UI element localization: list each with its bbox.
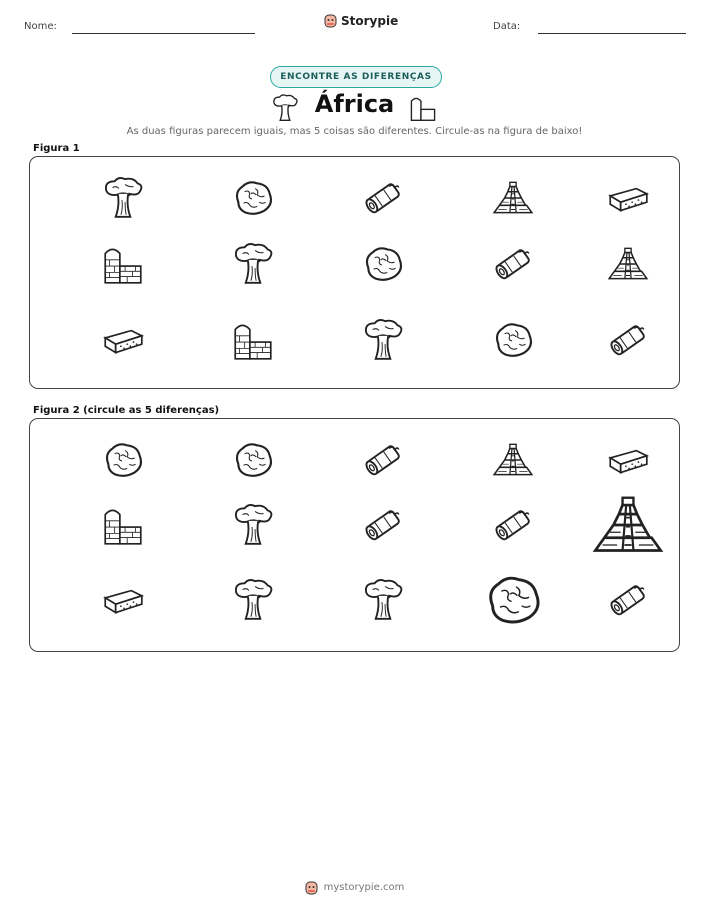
storypie-mascot-icon (305, 880, 318, 895)
scroll-icon (360, 175, 406, 221)
rock-icon (490, 317, 536, 363)
scroll-icon[interactable] (360, 437, 406, 483)
rock-icon[interactable] (230, 437, 276, 483)
scroll-icon[interactable] (490, 502, 536, 548)
baobab-tree-icon[interactable] (230, 502, 276, 548)
activity-badge: ENCONTRE AS DIFERENÇAS (270, 66, 442, 88)
scroll-icon[interactable] (360, 502, 406, 548)
pyramid-icon (490, 175, 536, 221)
brand-name: Storypie (341, 13, 399, 28)
brick-icon (100, 317, 146, 363)
baobab-tree-icon[interactable] (230, 577, 276, 623)
figure2-label: Figura 2 (circule as 5 diferenças) (33, 405, 220, 416)
date-label: Data: (493, 21, 521, 32)
pyramid-icon[interactable] (490, 437, 536, 483)
rock-icon (230, 175, 276, 221)
pyramid-icon (605, 241, 651, 287)
instructions: As duas figuras parecem iguais, mas 5 coisas são diferentes. Circule-as na figura de baixo! (126, 126, 583, 137)
storypie-mascot-icon (324, 13, 337, 28)
figure2-panel[interactable] (29, 418, 680, 652)
baobab-tree-icon (230, 241, 276, 287)
date-input-line[interactable] (538, 33, 686, 34)
brick-icon[interactable] (100, 577, 146, 623)
name-label: Nome: (24, 21, 57, 32)
baobab-tree-icon (360, 317, 406, 363)
pyramid-icon[interactable] (588, 485, 668, 565)
brand-logo (324, 13, 398, 28)
stone-ruins-icon (230, 317, 276, 363)
figure1-panel (29, 156, 680, 389)
rock-icon[interactable] (481, 568, 545, 632)
page-title: África (314, 90, 395, 118)
figure1-label: Figura 1 (33, 143, 80, 154)
brick-icon[interactable] (605, 437, 651, 483)
stone-ruins-icon (100, 241, 146, 287)
scroll-icon (605, 317, 651, 363)
footer (0, 880, 709, 895)
stone-ruins-icon[interactable] (100, 502, 146, 548)
rock-icon (360, 241, 406, 287)
footer-url[interactable]: mystorypie.com (323, 882, 405, 893)
ruins-deco-icon (408, 93, 438, 127)
baobab-tree-icon[interactable] (360, 577, 406, 623)
brick-icon (605, 175, 651, 221)
scroll-icon (490, 241, 536, 287)
scroll-icon[interactable] (605, 577, 651, 623)
name-input-line[interactable] (72, 33, 255, 34)
rock-icon[interactable] (100, 437, 146, 483)
baobab-tree-icon (100, 175, 146, 221)
